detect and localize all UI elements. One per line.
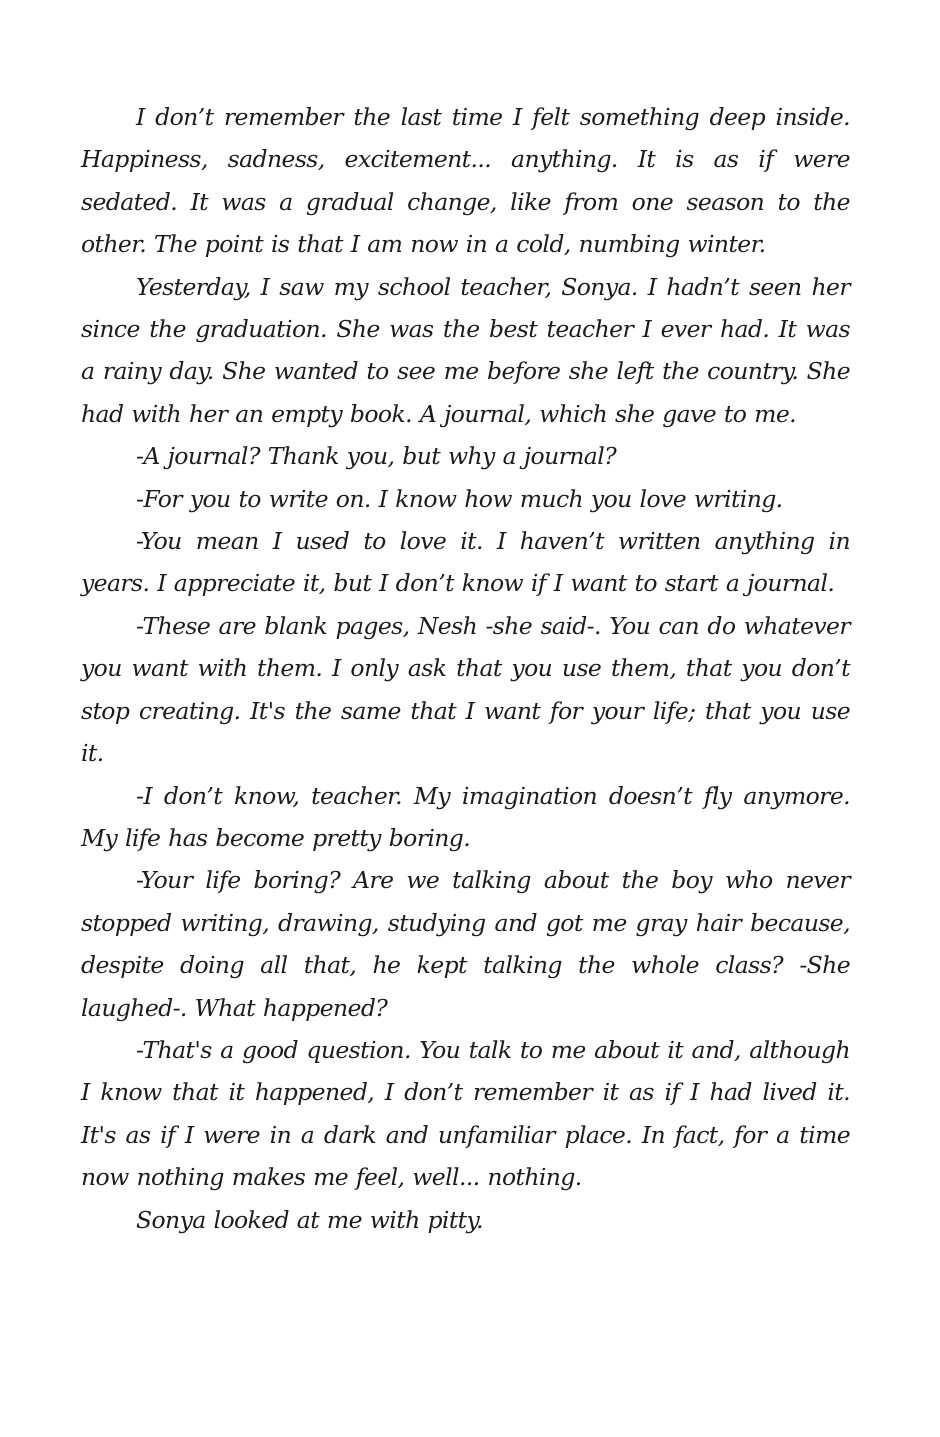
paragraph: -Your life boring? Are we talking about the boy who never stopped writing, drawing, studying and got me gray hair because, despite doing all that, he kept talking the whole class? -She laughed-. What happened? [81, 866, 850, 1022]
paragraph: -That's a good question. You talk to me about it and, although I know that it happened, I don’t remember it as if I had lived it. It's as if I were in a dark and unfamiliar place. In fact, for a time now nothing makes me feel, well... nothing. [81, 1035, 850, 1192]
paragraph: -You mean I used to love it. I haven’t written anything in years. I appreciate it, but I don’t know if I want to start a journal. [81, 527, 850, 598]
paragraph: Yesterday, I saw my school teacher, Sonya. I hadn’t seen her since the graduation. She was the best teacher I ever had. It was a rainy day. She wanted to see me before she left the country. She had with her an empty book. A journal, which she gave to me. [81, 272, 850, 428]
paragraph: -These are blank pages, Nesh -she said-. You can do whatever you want with them. I only ask that you use them, that you don’t stop creating. It's the same that I want for your life; that you use it. [81, 611, 850, 768]
paragraph: -A journal? Thank you, but why a journal? [136, 442, 617, 471]
paragraph: -For you to write on. I know how much you love writing. [136, 484, 783, 513]
paragraph: Sonya looked at me with pitty. [136, 1205, 483, 1234]
paragraph: I don’t remember the last time I felt something deep inside. Happiness, sadness, excitement... anything. It is as if were sedated. It was a gradual change, like from one season to the other. The point is that I am now in a cold, numbing winter. [81, 103, 850, 259]
page-body [81, 96, 850, 1241]
paragraph: -I don’t know, teacher. My imagination doesn’t fly anymore. My life has become pretty boring. [81, 781, 850, 852]
